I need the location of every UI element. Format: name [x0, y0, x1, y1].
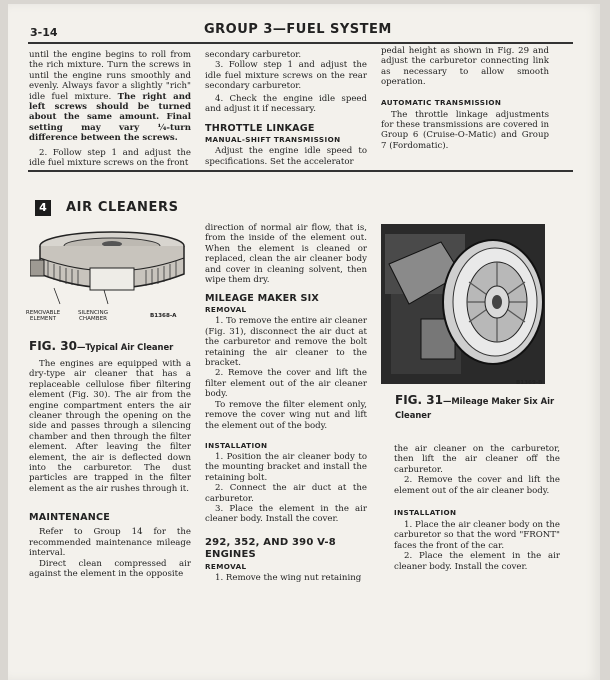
top-col2-step4: 4. Check the engine idle speed and adjust it if necessary.	[205, 93, 367, 115]
column-3	[394, 444, 560, 572]
installation-step-2: 2. Connect the air duct at the carburetor.	[205, 483, 367, 504]
section-title: AIR CLEANERS	[66, 200, 179, 215]
v8-removal-step-1: 1. Remove the wing nut retaining	[215, 572, 362, 583]
top-col1-step2: 2. Follow step 1 and adjust the idle fuel mixture screws on the front	[29, 147, 191, 169]
top-col3-text: pedal height as shown in Fig. 29 and adjust the carburetor connecting link as necessary to allow smooth operation.	[381, 46, 549, 88]
removal-heading: REMOVAL	[205, 305, 247, 315]
section-rule	[28, 170, 573, 172]
automatic-transmission-text: The throttle linkage adjustments for these transmissions are covered in Group 6 (Cruise-O-Matic) and Group 7 (Fordomatic).	[381, 109, 549, 151]
fig31-caption	[395, 393, 567, 421]
page-title: GROUP 3—FUEL SYSTEM	[204, 22, 392, 37]
throttle-linkage-heading: THROTTLE LINKAGE	[205, 123, 315, 135]
fig30-caption-number: FIG. 30	[29, 339, 77, 353]
air-cleaner-intro: The engines are equipped with a dry-type air cleaner that has a replaceable cellulose fiber filtering element (Fig. 30). The air from the engine compartment enters the air cleaner through the opening on the side and passes through a silencing chamber and then through the filter element. After leaving the filter element, the air is deflected down into the carburetor. The dust particles are trapped in the filter element as the air rushes through it.	[29, 359, 191, 494]
top-column-3	[381, 46, 549, 151]
col3-installation-heading: INSTALLATION	[394, 508, 457, 518]
column-2	[205, 223, 367, 583]
fig30-caption-text: —Typical Air Cleaner	[76, 342, 174, 352]
removal-step-3: To remove the filter element only, remove the cover wing nut and lift the element out of the body.	[205, 399, 367, 431]
automatic-transmission-heading: AUTOMATIC TRANSMISSION	[381, 97, 502, 107]
air-cleaner-cutaway-drawing	[30, 228, 195, 310]
col3-continued-text: the air cleaner on the carburetor, then lift the air cleaner off the carburetor.	[394, 444, 560, 475]
fig31-code: B1369-B	[516, 380, 543, 386]
fig31-photo	[381, 224, 545, 384]
top-col1-text: until the engine begins to roll from the rich mixture. Turn the screws in until the engine runs smoothly and evenly. Always favor a slightly "rich" idle fuel mixture.	[29, 50, 191, 102]
top-col1-bold-text: The right and left screws should be turned about the same amount. Final setting may vary ¼-turn difference between the screws.	[29, 91, 191, 144]
removal-step-2: 2. Remove the cover and lift the filter element out of the air cleaner body.	[205, 368, 367, 400]
top-column-1	[29, 50, 191, 168]
maintenance-text-2: Direct clean compressed air against the element in the opposite	[29, 558, 191, 579]
book-page	[8, 4, 600, 680]
header-rule	[28, 42, 573, 44]
fig30-label-removable-element: REMOVABLE ELEMENT	[25, 310, 61, 323]
mileage-maker-air-cleaner-photo	[381, 224, 545, 384]
fig30-label-silencing-chamber: SILENCING CHAMBER	[77, 310, 109, 323]
col2-continued-text: direction of normal air flow, that is, from the inside of the element out. When the element is cleaned or replaced, clean the air cleaner body and cover in cleaning solvent, then wipe them dry.	[205, 223, 367, 286]
installation-step-1: 1. Position the air cleaner body to the mounting bracket and install the retaining bolt.	[205, 451, 367, 483]
manual-shift-heading: MANUAL-SHIFT TRANSMISSION	[205, 135, 341, 145]
page-number: 3-14	[30, 26, 58, 39]
v8-removal-heading: REMOVAL	[205, 561, 247, 571]
section-number-badge: 4	[35, 200, 51, 216]
fig31-caption-text: —Mileage Maker Six Air Cleaner	[395, 396, 555, 420]
removal-step-1: 1. To remove the entire air cleaner (Fig. 31), disconnect the air duct at the carburetor and remove the bolt retaining the air cleaner to the bracket.	[205, 316, 367, 369]
column-1	[29, 359, 191, 579]
v8-engines-heading: 292, 352, AND 390 V-8 ENGINES	[205, 536, 336, 560]
col3-removal-step-2: 2. Remove the cover and lift the element out of the air cleaner body.	[394, 475, 560, 496]
mileage-maker-six-heading: MILEAGE MAKER SIX	[205, 293, 319, 305]
maintenance-text-1: Refer to Group 14 for the recommended maintenance mileage interval.	[29, 527, 191, 559]
col3-installation-step-2: 2. Place the element in the air cleaner body. Install the cover.	[394, 551, 560, 572]
maintenance-heading: MAINTENANCE	[29, 512, 110, 524]
top-col2-text: secondary carburetor.	[205, 50, 302, 60]
fig30-code: B1368-A	[150, 313, 177, 319]
installation-heading: INSTALLATION	[205, 440, 268, 450]
installation-step-3: 3. Place the element in the air cleaner body. Install the cover.	[205, 503, 367, 525]
col3-installation-step-1: 1. Place the air cleaner body on the carburetor so that the word "FRONT" faces the front of the car.	[394, 520, 560, 551]
fig31-caption-number: FIG. 31	[395, 393, 443, 407]
top-col2-step3: 3. Follow step 1 and adjust the idle fuel mixture screws on the rear secondary carburetor.	[205, 60, 367, 92]
fig30-caption	[29, 335, 173, 354]
manual-shift-text: Adjust the engine idle speed to specifications. Set the accelerator	[205, 146, 367, 167]
top-column-2	[205, 50, 367, 167]
fig30-illustration	[30, 228, 195, 310]
